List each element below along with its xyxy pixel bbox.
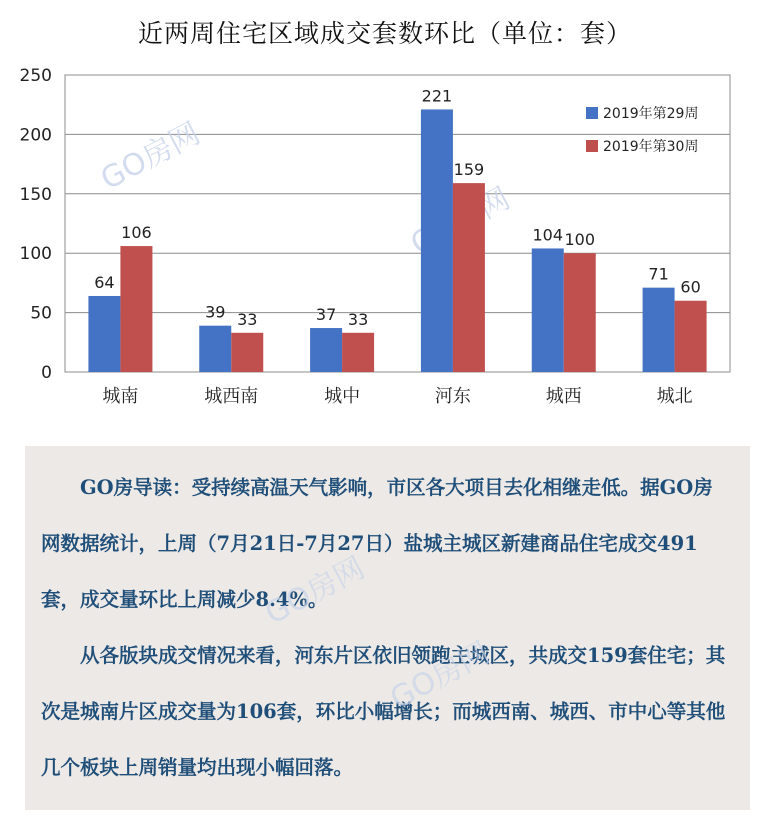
info-paragraph-2: 从各版块成交情况来看，河东片区依旧领跑主城区，共成交159套住宅；其次是城南片区成交量为106套，环比小幅增长；而城西南、城西、市中心等其他几个板块上周销量均出现小幅回落。 bbox=[41, 644, 726, 779]
bar bbox=[421, 109, 453, 372]
x-tick-label: 城北 bbox=[656, 386, 693, 407]
watermark-text: GO房网 bbox=[259, 550, 371, 632]
bar bbox=[453, 183, 485, 372]
data-label: 106 bbox=[121, 223, 152, 243]
data-label: 60 bbox=[680, 277, 701, 297]
x-tick-label: 城南 bbox=[102, 386, 139, 407]
info-paragraph-1: GO房导读：受持续高温天气影响，市区各大项目去化相继走低。据GO房网数据统计，上周（7月21日-7月27日）盐城主城区新建商品住宅成交491套，成交量环比上周减少8.4%。 bbox=[41, 476, 713, 611]
bar bbox=[532, 248, 564, 372]
info-panel bbox=[25, 446, 750, 810]
data-label: 37 bbox=[315, 305, 337, 325]
legend-swatch bbox=[586, 140, 598, 152]
data-label: 100 bbox=[564, 230, 596, 250]
x-tick-label: 城西 bbox=[545, 386, 582, 407]
bar bbox=[199, 326, 231, 372]
y-tick-label: 100 bbox=[19, 244, 52, 265]
data-label: 33 bbox=[347, 309, 369, 329]
y-tick-label: 150 bbox=[19, 184, 52, 205]
y-tick-label: 250 bbox=[19, 66, 52, 86]
data-label: 64 bbox=[94, 272, 115, 292]
chart-title: 近两周住宅区域成交套数环比（单位：套） bbox=[137, 19, 632, 48]
x-tick-label: 城西南 bbox=[204, 386, 259, 407]
y-tick-label: 50 bbox=[30, 303, 52, 324]
legend-label: 2019年第29周 bbox=[603, 106, 699, 122]
bar bbox=[120, 246, 152, 372]
bar bbox=[310, 328, 342, 372]
y-tick-label: 0 bbox=[41, 363, 52, 383]
watermark-text: GO房网 bbox=[95, 116, 206, 198]
y-tick-label: 200 bbox=[19, 125, 52, 146]
data-label: 221 bbox=[421, 86, 453, 106]
bar bbox=[675, 301, 707, 372]
bar bbox=[564, 253, 596, 372]
x-tick-label: 河东 bbox=[434, 386, 471, 407]
data-label: 33 bbox=[237, 309, 258, 329]
data-label: 104 bbox=[532, 225, 564, 245]
bar bbox=[342, 333, 374, 372]
bar bbox=[231, 333, 263, 372]
legend-swatch bbox=[586, 107, 598, 119]
bar bbox=[88, 296, 120, 372]
watermark-text: GO房网 bbox=[384, 635, 496, 717]
legend-label: 2019年第30周 bbox=[603, 139, 699, 155]
data-label: 71 bbox=[648, 264, 669, 284]
x-tick-label: 城中 bbox=[324, 386, 361, 407]
data-label: 159 bbox=[453, 160, 485, 180]
data-label: 39 bbox=[205, 302, 226, 322]
bar bbox=[643, 288, 675, 372]
